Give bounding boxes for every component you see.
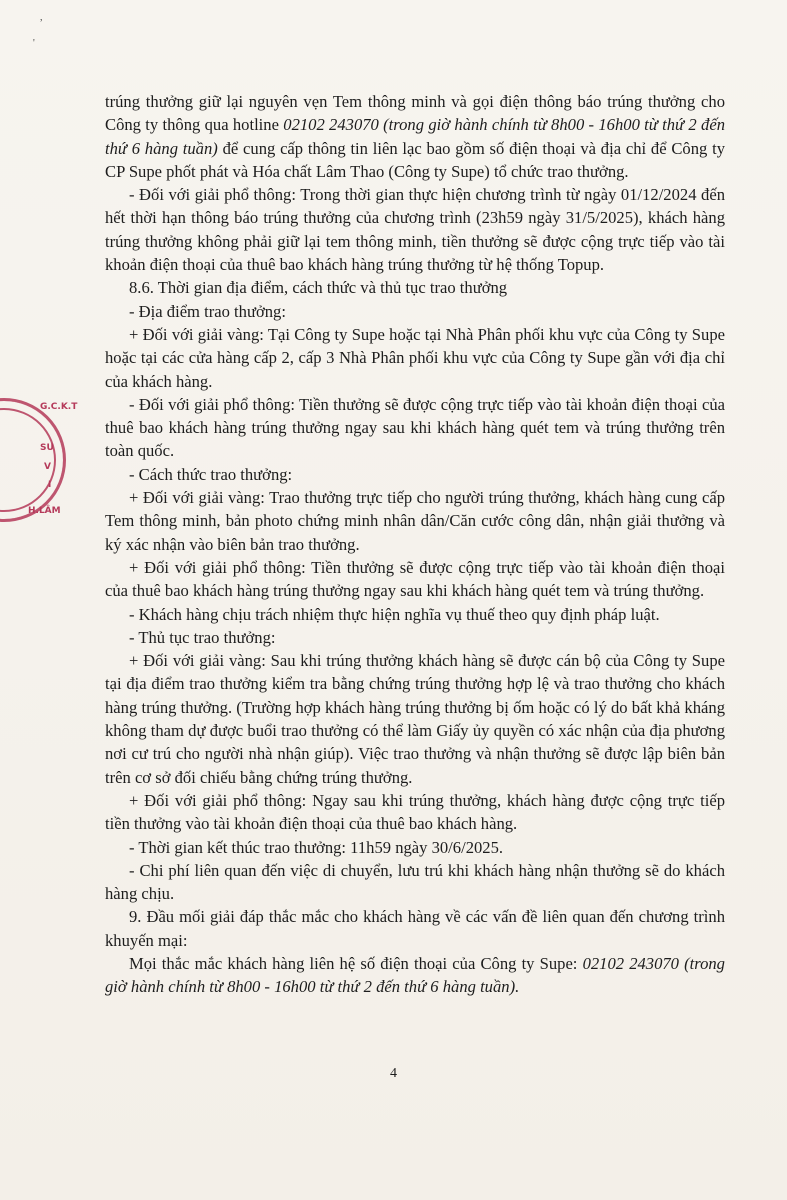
scan-mark-side: ' <box>33 38 35 49</box>
paragraph-location: - Địa điểm trao thưởng: <box>129 301 286 321</box>
paragraph-gold-method: + Đối với giải vàng: Trao thưởng trực tiếp cho người trúng thưởng, khách hàng cung cấp Tem thông minh, bản photo chứng minh nhân dân/Căn cước công dân, nhận giải thưởng và ký xác nhận vào biên bản trao thưởng. <box>105 488 725 554</box>
paragraph-method: - Cách thức trao thưởng: <box>129 464 293 484</box>
paragraph-gold-location: + Đối với giải vàng: Tại Công ty Supe hoặc tại Nhà Phân phối khu vực của Công ty Supe hoặc tại các cửa hàng cấp 2, cấp 3 Nhà Phân phối khu vực của Công ty Supe gần với địa chỉ của khách hàng. <box>105 324 725 391</box>
document-body <box>105 90 725 999</box>
stamp-text-top: G.C.K.T <box>40 402 78 412</box>
paragraph-common-procedure: + Đối với giải phổ thông: Ngay sau khi trúng thưởng, khách hàng được cộng trực tiếp tiền thưởng vào tài khoản điện thoại của thuê bao khách hàng. <box>105 790 725 834</box>
paragraph-common-location: - Đối với giải phổ thông: Tiền thưởng sẽ được cộng trực tiếp vào tài khoản điện thoại của thuê bao khách hàng trúng thưởng ngay sau khi khách hàng quét tem và trúng thưởng trên toàn quốc. <box>105 394 725 461</box>
stamp-text-v: V <box>44 462 51 472</box>
scan-mark: , <box>40 12 43 23</box>
paragraph-contact: Mọi thắc mắc khách hàng liên hệ số điện thoại của Công ty Supe: 02102 243070 (trong giờ hành chính từ 8h00 - 16h00 từ thứ 2 đến thứ 6 hàng tuần). <box>105 953 725 997</box>
stamp-text-i: I <box>48 480 52 490</box>
contact-italic: 02102 243070 (trong giờ hành chính từ 8h00 - 16h00 từ thứ 2 đến thứ 6 hàng tuần). <box>105 953 725 997</box>
paragraph-common-method: + Đối với giải phổ thông: Tiền thưởng sẽ được cộng trực tiếp vào tài khoản điện thoại của thuê bao khách hàng trúng thưởng ngay sau khi khách hàng quét tem và trúng thưởng. <box>105 557 725 601</box>
paragraph-costs: - Chi phí liên quan đến việc di chuyển, lưu trú khi khách hàng nhận thưởng sẽ do khách hàng chịu. <box>105 860 725 904</box>
paragraph-end-time: - Thời gian kết thúc trao thưởng: 11h59 ngày 30/6/2025. <box>129 837 504 857</box>
paragraph-procedure: - Thủ tục trao thưởng: <box>129 627 276 647</box>
page-number: 4 <box>390 1066 397 1081</box>
paragraph-common-prize: - Đối với giải phổ thông: Trong thời gian thực hiện chương trình từ ngày 01/12/2024 đến hết thời hạn thông báo trúng thưởng của chương trình (23h59 ngày 31/5/2025), khách hàng trúng thưởng không phải giữ lại tem thông minh, tiền thưởng sẽ được cộng trực tiếp vào tài khoản điện thoại của thuê bao khách hàng trúng thưởng từ hệ thống Topup. <box>105 185 725 275</box>
company-seal-stamp <box>0 398 66 522</box>
stamp-text-bottom: H.LÂM <box>28 506 61 516</box>
paragraph-hotline: trúng thưởng giữ lại nguyên vẹn Tem thông minh và gọi điện thông báo trúng thưởng cho Công ty thông qua hotline 02102 243070 (trong giờ hành chính từ 8h00 - 16h00 từ thứ 2 đến thứ 6 hàng tuần) để cung cấp thông tin liên lạc bao gồm số điện thoại và địa chỉ để Công ty CP Supe phốt phát và Hóa chất Lâm Thao (Công ty Supe) tổ chức trao thưởng. <box>105 92 725 181</box>
paragraph-gold-procedure: + Đối với giải vàng: Sau khi trúng thưởng khách hàng sẽ được cán bộ của Công ty Supe tại địa điểm trao thưởng kiểm tra bằng chứng trúng thưởng hợp lệ và trao thưởng cho khách hàng trúng thưởng. (Trường hợp khách hàng trúng thưởng bị ốm hoặc có lý do bất khả kháng không tham dự được buổi trao thưởng có thể làm Giấy ủy quyền có xác nhận của địa phương nơi cư trú cho người nhà nhận giúp). Việc trao thưởng và nhận thưởng sẽ được lập biên bản trên cơ sở đối chiếu bằng chứng trúng thưởng. <box>105 651 725 787</box>
hotline-italic: 02102 243070 (trong giờ hành chính từ 8h00 - 16h00 từ thứ 2 đến thứ 6 hàng tuần) <box>105 115 725 158</box>
stamp-text-su: SU <box>40 443 54 453</box>
section-heading-8-6: 8.6. Thời gian địa điểm, cách thức và thủ tục trao thưởng <box>129 278 508 298</box>
section-heading-9: 9. Đầu mối giải đáp thắc mắc cho khách hàng về các vấn đề liên quan đến chương trình khuyến mại: <box>105 907 725 950</box>
paragraph-tax: - Khách hàng chịu trách nhiệm thực hiện nghĩa vụ thuế theo quy định pháp luật. <box>129 604 660 624</box>
